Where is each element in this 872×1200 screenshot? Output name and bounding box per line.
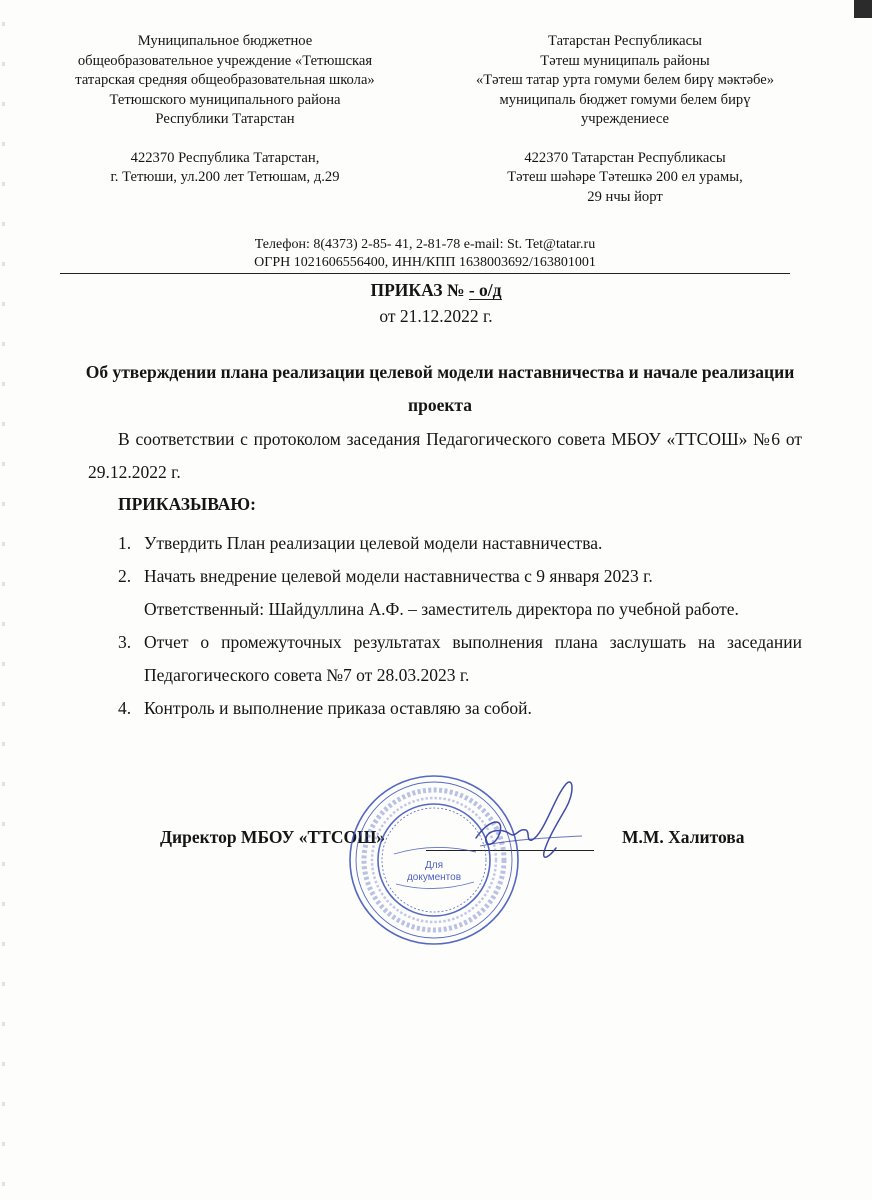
order-item-text: Отчет о промежуточных результатах выполнения плана заслушать на заседании Педагогического совета №7 от 28.03.2023 г.	[144, 632, 802, 685]
order-item-number: 3.	[118, 632, 132, 652]
handwritten-signature	[470, 776, 590, 876]
header-left-line: общеобразовательное учреждение «Тетюшская	[77, 52, 373, 69]
header-right-line: муниципаль бюджет гомуми белем бирү	[499, 91, 751, 108]
order-item	[118, 626, 802, 692]
header-left-line: Муниципальное бюджетное	[137, 33, 313, 49]
order-item	[118, 527, 802, 560]
seal-text-line: Для	[424, 860, 444, 871]
header-right-line: Татарстан Республикасы	[548, 33, 702, 49]
order-item-text: Начать внедрение целевой модели наставничества с 9 января 2023 г.	[144, 566, 653, 586]
phone-email-line: Телефон: 8(4373) 2-85- 41, 2-81-78 e-mail: St. Tet@tatar.ru	[254, 237, 596, 252]
director-title: Директор МБОУ «ТТСОШ»	[160, 827, 386, 847]
header-left-line: Тетюшского муниципального района	[109, 91, 341, 108]
header-left-column	[40, 32, 410, 188]
director-name: М.М. Халитова	[622, 827, 745, 847]
order-subject: Об утверждении плана реализации целевой модели наставничества и начале реализации проекта	[85, 362, 795, 415]
order-item-text: Контроль и выполнение приказа оставляю за собой.	[144, 698, 532, 718]
header-spacer	[40, 130, 410, 149]
order-item-responsible: Ответственный: Шайдуллина А.Ф. – заместитель директора по учебной работе.	[144, 599, 739, 619]
seal-text-line: документов	[406, 872, 462, 883]
header-right-line: «Тәтеш татар урта гомуми белем бирү мәктәбе»	[475, 72, 775, 88]
order-items-list	[118, 527, 802, 725]
order-item	[118, 692, 802, 725]
order-item-number: 2.	[118, 566, 132, 586]
header-right-address: Тәтеш шәһәре Тәтешкә 200 ел урамы,	[507, 169, 743, 185]
header-right-address: 29 нчы йорт	[587, 188, 663, 205]
header-left-line: Республики Татарстан	[155, 111, 295, 127]
order-item	[118, 560, 802, 626]
order-item-number: 4.	[118, 698, 132, 718]
header-right-address: 422370 Татарстан Республикасы	[524, 149, 726, 166]
order-title-prefix: ПРИКАЗ №	[370, 280, 469, 300]
header-right-column	[440, 32, 810, 207]
preamble-paragraph: В соответствии с протоколом заседания Педагогического совета МБОУ «ТТСОШ» №6 от 29.12.2022 г.	[88, 429, 802, 482]
registration-ids-line: ОГРН 1021606556400, ИНН/КПП 1638003692/163801001	[60, 254, 790, 274]
order-title	[0, 280, 872, 301]
header-right-line: учреждениесе	[581, 111, 669, 127]
header-spacer	[440, 130, 810, 149]
header-right-line: Тәтеш муниципаль районы	[540, 52, 710, 69]
header-left-address: г. Тетюши, ул.200 лет Тетюшам, д.29	[110, 169, 340, 185]
contacts-block	[60, 236, 790, 274]
scan-edge	[2, 0, 5, 1200]
scan-artifact	[854, 0, 872, 18]
order-item-number: 1.	[118, 533, 132, 553]
order-item-text: Утвердить План реализации целевой модели наставничества.	[144, 533, 603, 553]
header-left-address: 422370 Республика Татарстан,	[130, 149, 320, 166]
order-date: от 21.12.2022 г.	[379, 306, 493, 326]
header-left-line: татарская средняя общеобразовательная школа»	[75, 72, 375, 88]
order-number: - о/д	[468, 280, 502, 300]
order-word: ПРИКАЗЫВАЮ:	[118, 494, 256, 514]
